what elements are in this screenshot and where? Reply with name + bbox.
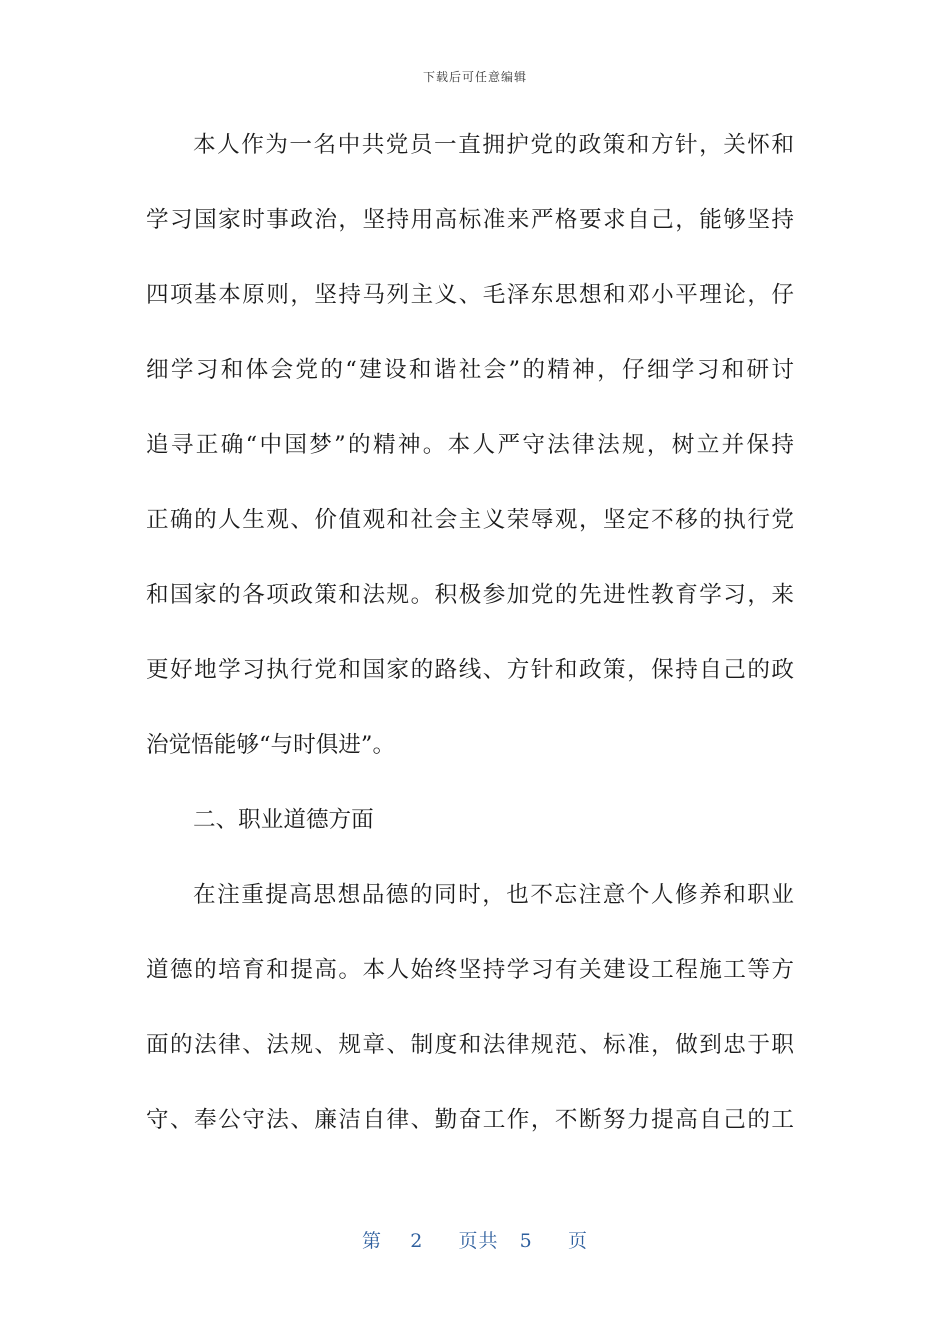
page-footer [0,1226,950,1253]
page-current-number: 2 [410,1230,424,1252]
paragraph-line: 在注重提高思想品德的同时，也不忘注意个人修养和职业 [193,882,794,908]
document-body [146,120,794,1170]
section-heading: 二、职业道德方面 [193,807,374,833]
header-note: 下载后可任意编辑 [422,70,527,84]
page-suffix: 页 [567,1230,588,1252]
paragraph-line: 和国家的各项政策和法规。积极参加党的先进性教育学习，来 [146,582,794,608]
paragraph-line: 正确的人生观、价值观和社会主义荣辱观，坚定不移的执行党 [146,507,794,533]
paragraph-line: 更好地学习执行党和国家的路线、方针和政策，保持自己的政 [146,657,794,683]
paragraph-line: 四项基本原则，坚持马列主义、毛泽东思想和邓小平理论，仔 [146,282,794,308]
paragraph-line: 细学习和体会党的“建设和谐社会”的精神，仔细学习和研讨 [146,357,794,383]
page-prefix: 第 [362,1230,383,1252]
paragraph-line: 面的法律、法规、规章、制度和法律规范、标准，做到忠于职 [146,1032,794,1058]
paragraph-line: 追寻正确“中国梦”的精神。本人严守法律法规，树立并保持 [146,432,794,458]
paragraph-line: 本人作为一名中共党员一直拥护党的政策和方针，关怀和 [193,132,794,158]
paragraph-line: 守、奉公守法、廉洁自律、勤奋工作，不断努力提高自己的工 [146,1107,794,1133]
paragraph-line: 学习国家时事政治，坚持用高标准来严格要求自己，能够坚持 [146,207,794,233]
page-total-number: 5 [519,1230,533,1252]
paragraph-line: 治觉悟能够“与时俱进”。 [146,732,396,758]
paragraph-line: 道德的培育和提高。本人始终坚持学习有关建设工程施工等方 [146,957,794,983]
page-mid-text: 页共 [458,1230,499,1252]
